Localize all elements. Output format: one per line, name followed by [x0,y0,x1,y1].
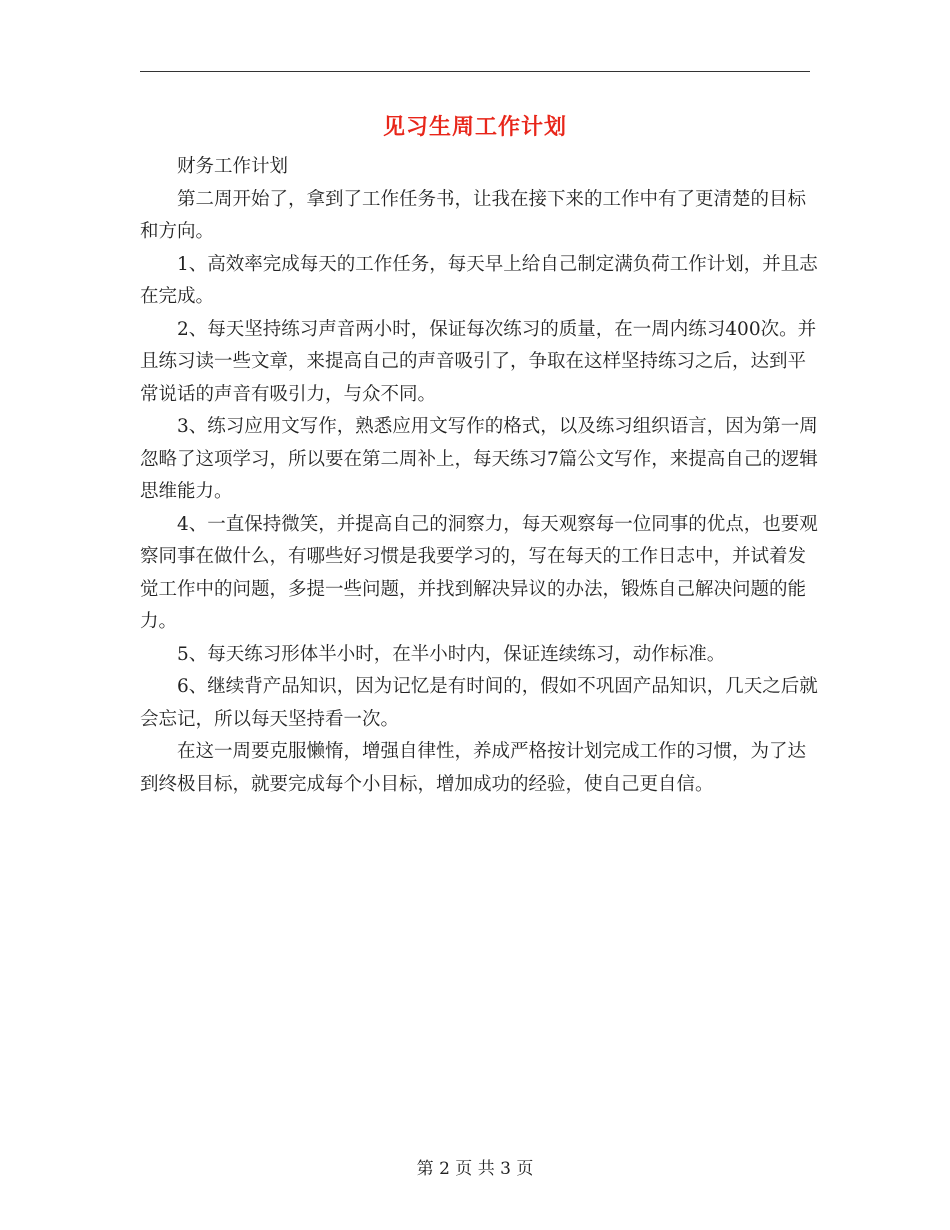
paragraph-item-3: 3、练习应用文写作，熟悉应用文写作的格式，以及练习组织语言，因为第一周忽略了这项学习，所以要在第二周补上，每天练习7篇公文写作，来提高自己的逻辑思维能力。 [140,416,818,502]
document-title: 见习生周工作计划 [382,114,567,140]
paragraph-item-6: 6、继续背产品知识，因为记忆是有时间的，假如不巩固产品知识，几天之后就会忘记，所以每天坚持看一次。 [140,676,818,730]
paragraph-item-4: 4、一直保持微笑，并提高自己的洞察力，每天观察每一位同事的优点，也要观察同事在做什么，有哪些好习惯是我要学习的，写在每天的工作日志中，并试着发觉工作中的问题，多提一些问题，并找到解决异议的办法，锻炼自己解决问题的能力。 [140,513,818,632]
page-number: 第 2 页 共 3 页 [416,1159,534,1179]
paragraph-item-5: 5、每天练习形体半小时，在半小时内，保证连续练习，动作标准。 [177,643,726,665]
paragraph-item-2: 2、每天坚持练习声音两小时，保证每次练习的质量，在一周内练习400次。并且练习读一些文章，来提高自己的声音吸引了，争取在这样坚持练习之后，达到平常说话的声音有吸引力，与众不同。 [140,318,817,405]
document-body [140,151,818,801]
header-rule [140,71,810,72]
section-heading: 财务工作计划 [177,156,289,177]
paragraph-conclusion: 在这一周要克服懒惰，增强自律性，养成严格按计划完成工作的习惯，为了达到终极目标，就要完成每个小目标，增加成功的经验，使自己更自信。 [140,741,807,795]
paragraph-intro: 第二周开始了，拿到了工作任务书，让我在接下来的工作中有了更清楚的目标和方向。 [140,188,807,242]
paragraph-item-1: 1、高效率完成每天的工作任务，每天早上给自己制定满负荷工作计划，并且志在完成。 [140,253,818,307]
